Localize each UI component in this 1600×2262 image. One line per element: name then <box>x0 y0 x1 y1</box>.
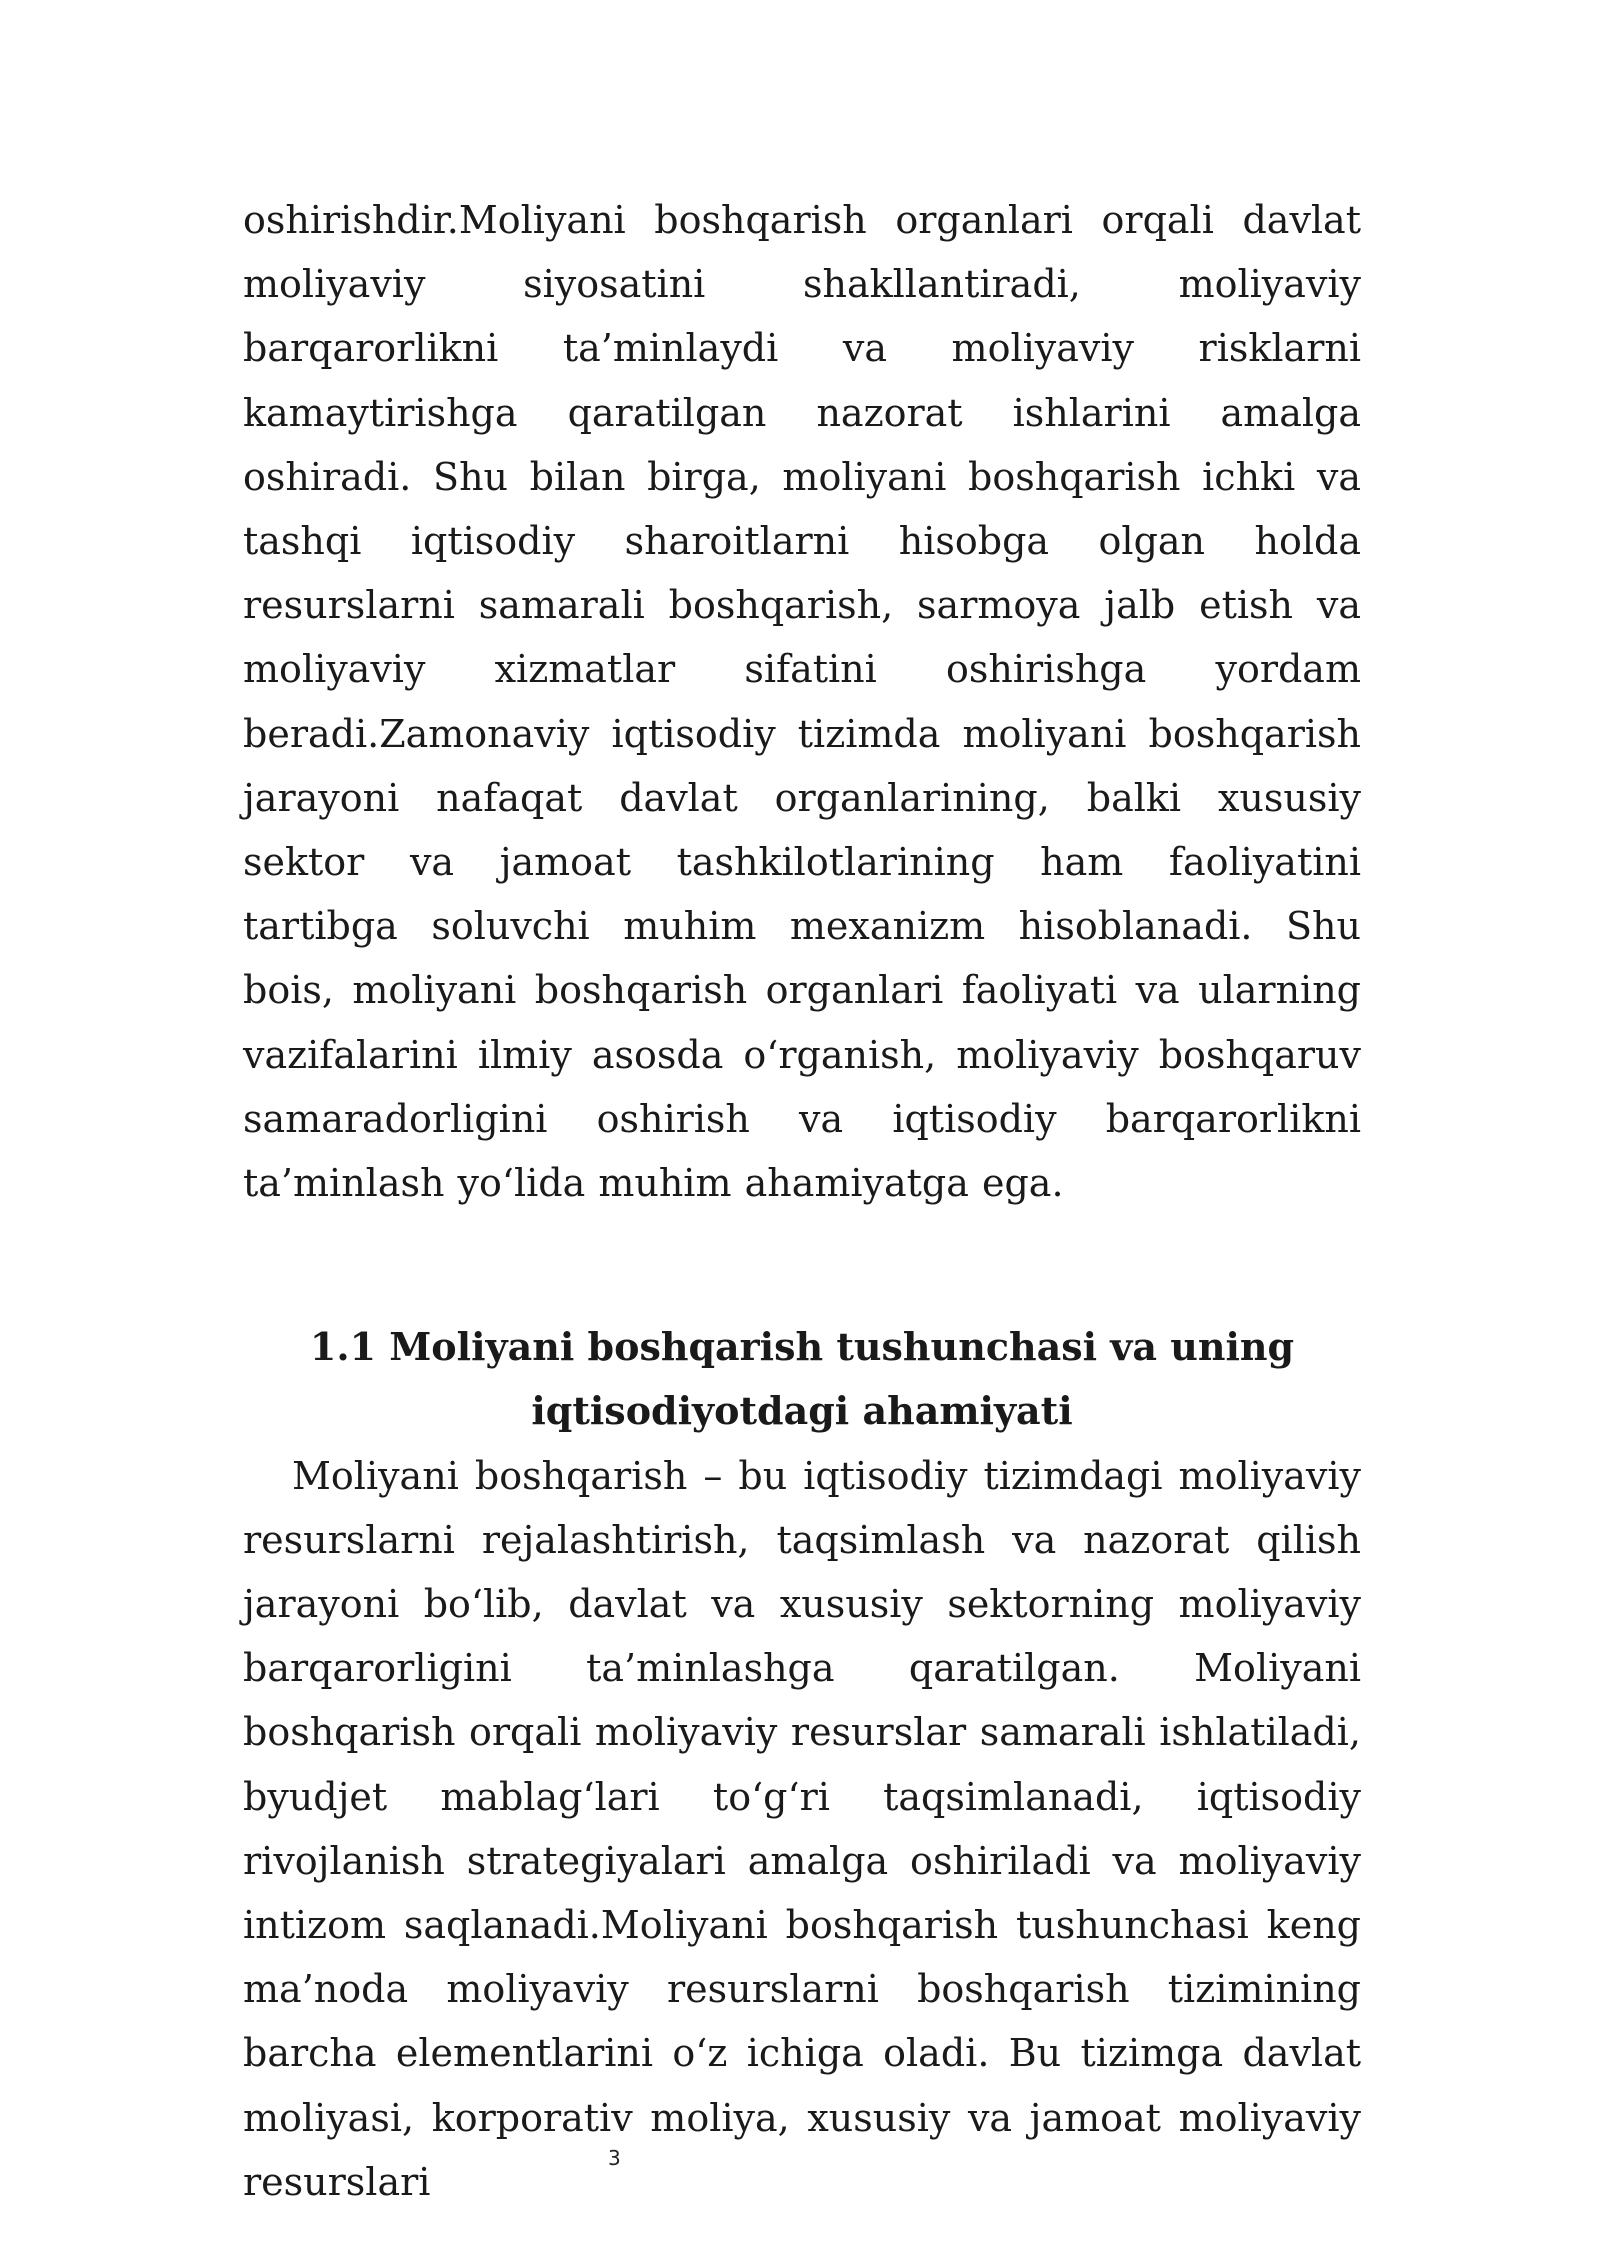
body-paragraph: Moliyani boshqarish – bu iqtisodiy tizimdagi moliyaviy resurslarni rejalashtirish, taqsimlash va nazorat qilish jarayoni bo‘lib, davlat va xususiy sektorning moliyaviy barqarorligini ta’minlashga qaratilgan. Moliyani boshqarish orqali moliyaviy resurslar samarali ishlatiladi, byudjet mablag‘lari to‘g‘ri taqsimlanadi, iqtisodiy rivojlanish strategiyalari amalga oshiriladi va moliyaviy intizom saqlanadi.Moliyani boshqarish tushunchasi keng ma’noda moliyaviy resurslarni boshqarish tizimining barcha elementlarini o‘z ichiga oladi. Bu tizimga davlat moliyasi, korporativ moliya, xususiy va jamoat moliyaviy resurslari <box>243 1453 1361 2204</box>
section-heading: 1.1 Moliyani boshqarish tushunchasi va uning iqtisodiyotdagi ahamiyati <box>309 1324 1295 1434</box>
body-paragraph: oshirishdir.Moliyani boshqarish organlari orqali davlat moliyaviy siyosatini shakllantiradi, moliyaviy barqarorlikni ta’minlaydi va moliyaviy risklarni kamaytirishga qaratilgan nazorat ishlarini amalga oshiradi. Shu bilan birga, moliyani boshqarish ichki va tashqi iqtisodiy sharoitlarni hisobga olgan holda resurslarni samarali boshqarish, sarmoya jalb etish va moliyaviy xizmatlar sifatini oshirishga yordam beradi.Zamonaviy iqtisodiy tizimda moliyani boshqarish jarayoni nafaqat davlat organlarining, balki xususiy sektor va jamoat tashkilotlarining ham faoliyatini tartibga soluvchi muhim mexanizm hisoblanadi. Shu bois, moliyani boshqarish organlari faoliyati va ularning vazifalarini ilmiy asosda o‘rganish, moliyaviy boshqaruv samaradorligini oshirish va iqtisodiy barqarorlikni ta’minlash yo‘lida muhim ahamiyatga ega. <box>243 198 1361 1206</box>
page-number: 3 <box>608 2146 621 2170</box>
document-page <box>243 188 1361 2214</box>
